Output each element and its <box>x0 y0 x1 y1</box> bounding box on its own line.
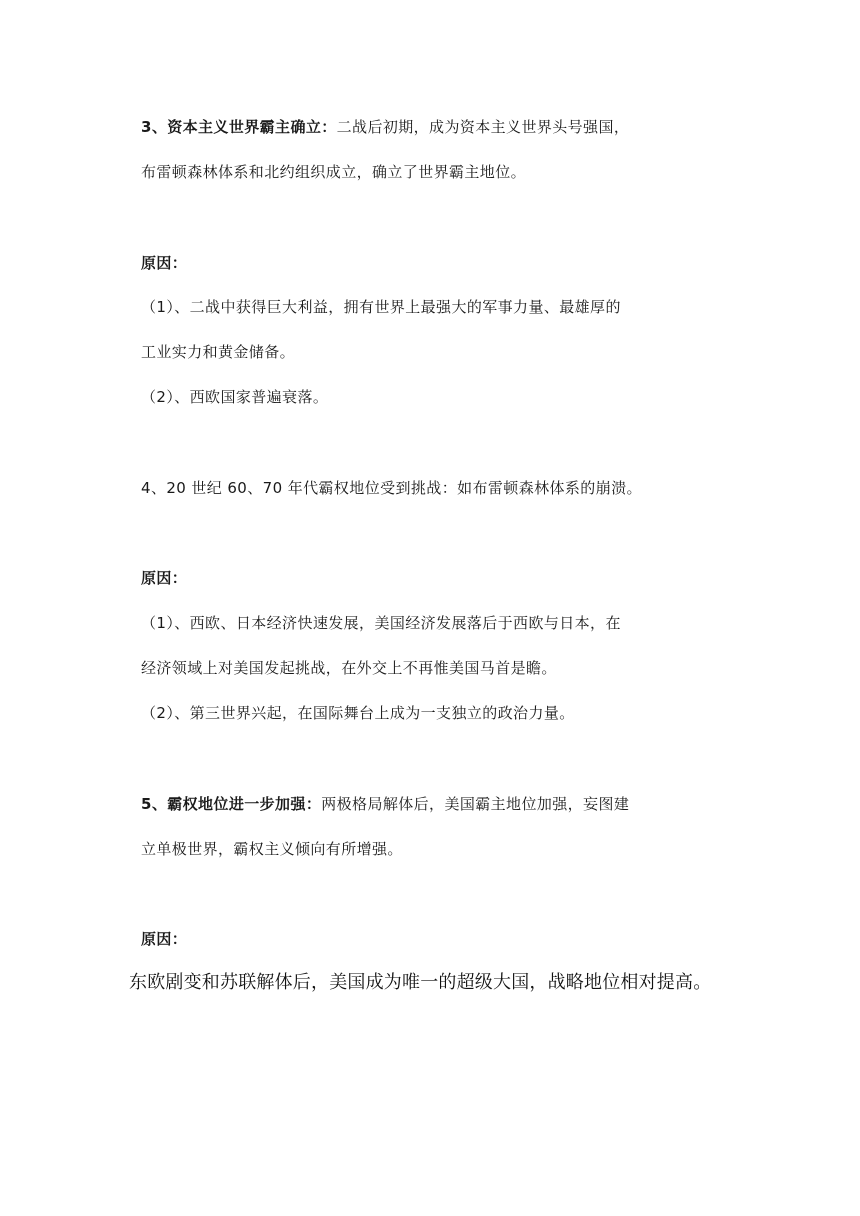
section-5-reason-text: 东欧剧变和苏联解体后，美国成为唯一的超级大国，战略地位相对提高。 <box>129 972 712 993</box>
section-5-text-1: 两极格局解体后，美国霸主地位加强，妄图建 <box>321 795 630 813</box>
section-5-heading: 5、霸权地位进一步加强： <box>141 795 322 813</box>
section-5-reason-label: 原因： <box>141 930 188 948</box>
section-4-heading: 4、20 世纪 60、70 年代霸权地位受到挑战：如布雷顿森林体系的崩溃。 <box>141 479 642 497</box>
section-4-reason-1-line-2: 经济领域上对美国发起挑战，在外交上不再惟美国马首是瞻。 <box>141 659 557 677</box>
section-4-reason-2: （2）、第三世界兴起，在国际舞台上成为一支独立的政治力量。 <box>141 704 575 722</box>
section-3-reason-2: （2）、西欧国家普遍衰落。 <box>141 388 329 406</box>
section-3-text-1: 二战后初期，成为资本主义世界头号强国， <box>336 118 630 136</box>
section-3-reason-label: 原因： <box>141 254 188 272</box>
section-3-line-1 <box>141 117 629 137</box>
section-5-line-1 <box>141 794 629 814</box>
section-4-reason-1-line-1: （1）、西欧、日本经济快速发展，美国经济发展落后于西欧与日本，在 <box>141 614 621 632</box>
section-3-heading: 3、资本主义世界霸主确立： <box>141 118 337 136</box>
section-3-text-2: 布雷顿森林体系和北约组织成立，确立了世界霸主地位。 <box>141 163 527 181</box>
section-3-reason-1-line-2: 工业实力和黄金储备。 <box>141 343 296 361</box>
section-5-text-2: 立单极世界，霸权主义倾向有所增强。 <box>141 840 403 858</box>
section-4-reason-label: 原因： <box>141 569 188 587</box>
section-3-reason-1-line-1: （1）、二战中获得巨大利益，拥有世界上最强大的军事力量、最雄厚的 <box>141 298 621 316</box>
